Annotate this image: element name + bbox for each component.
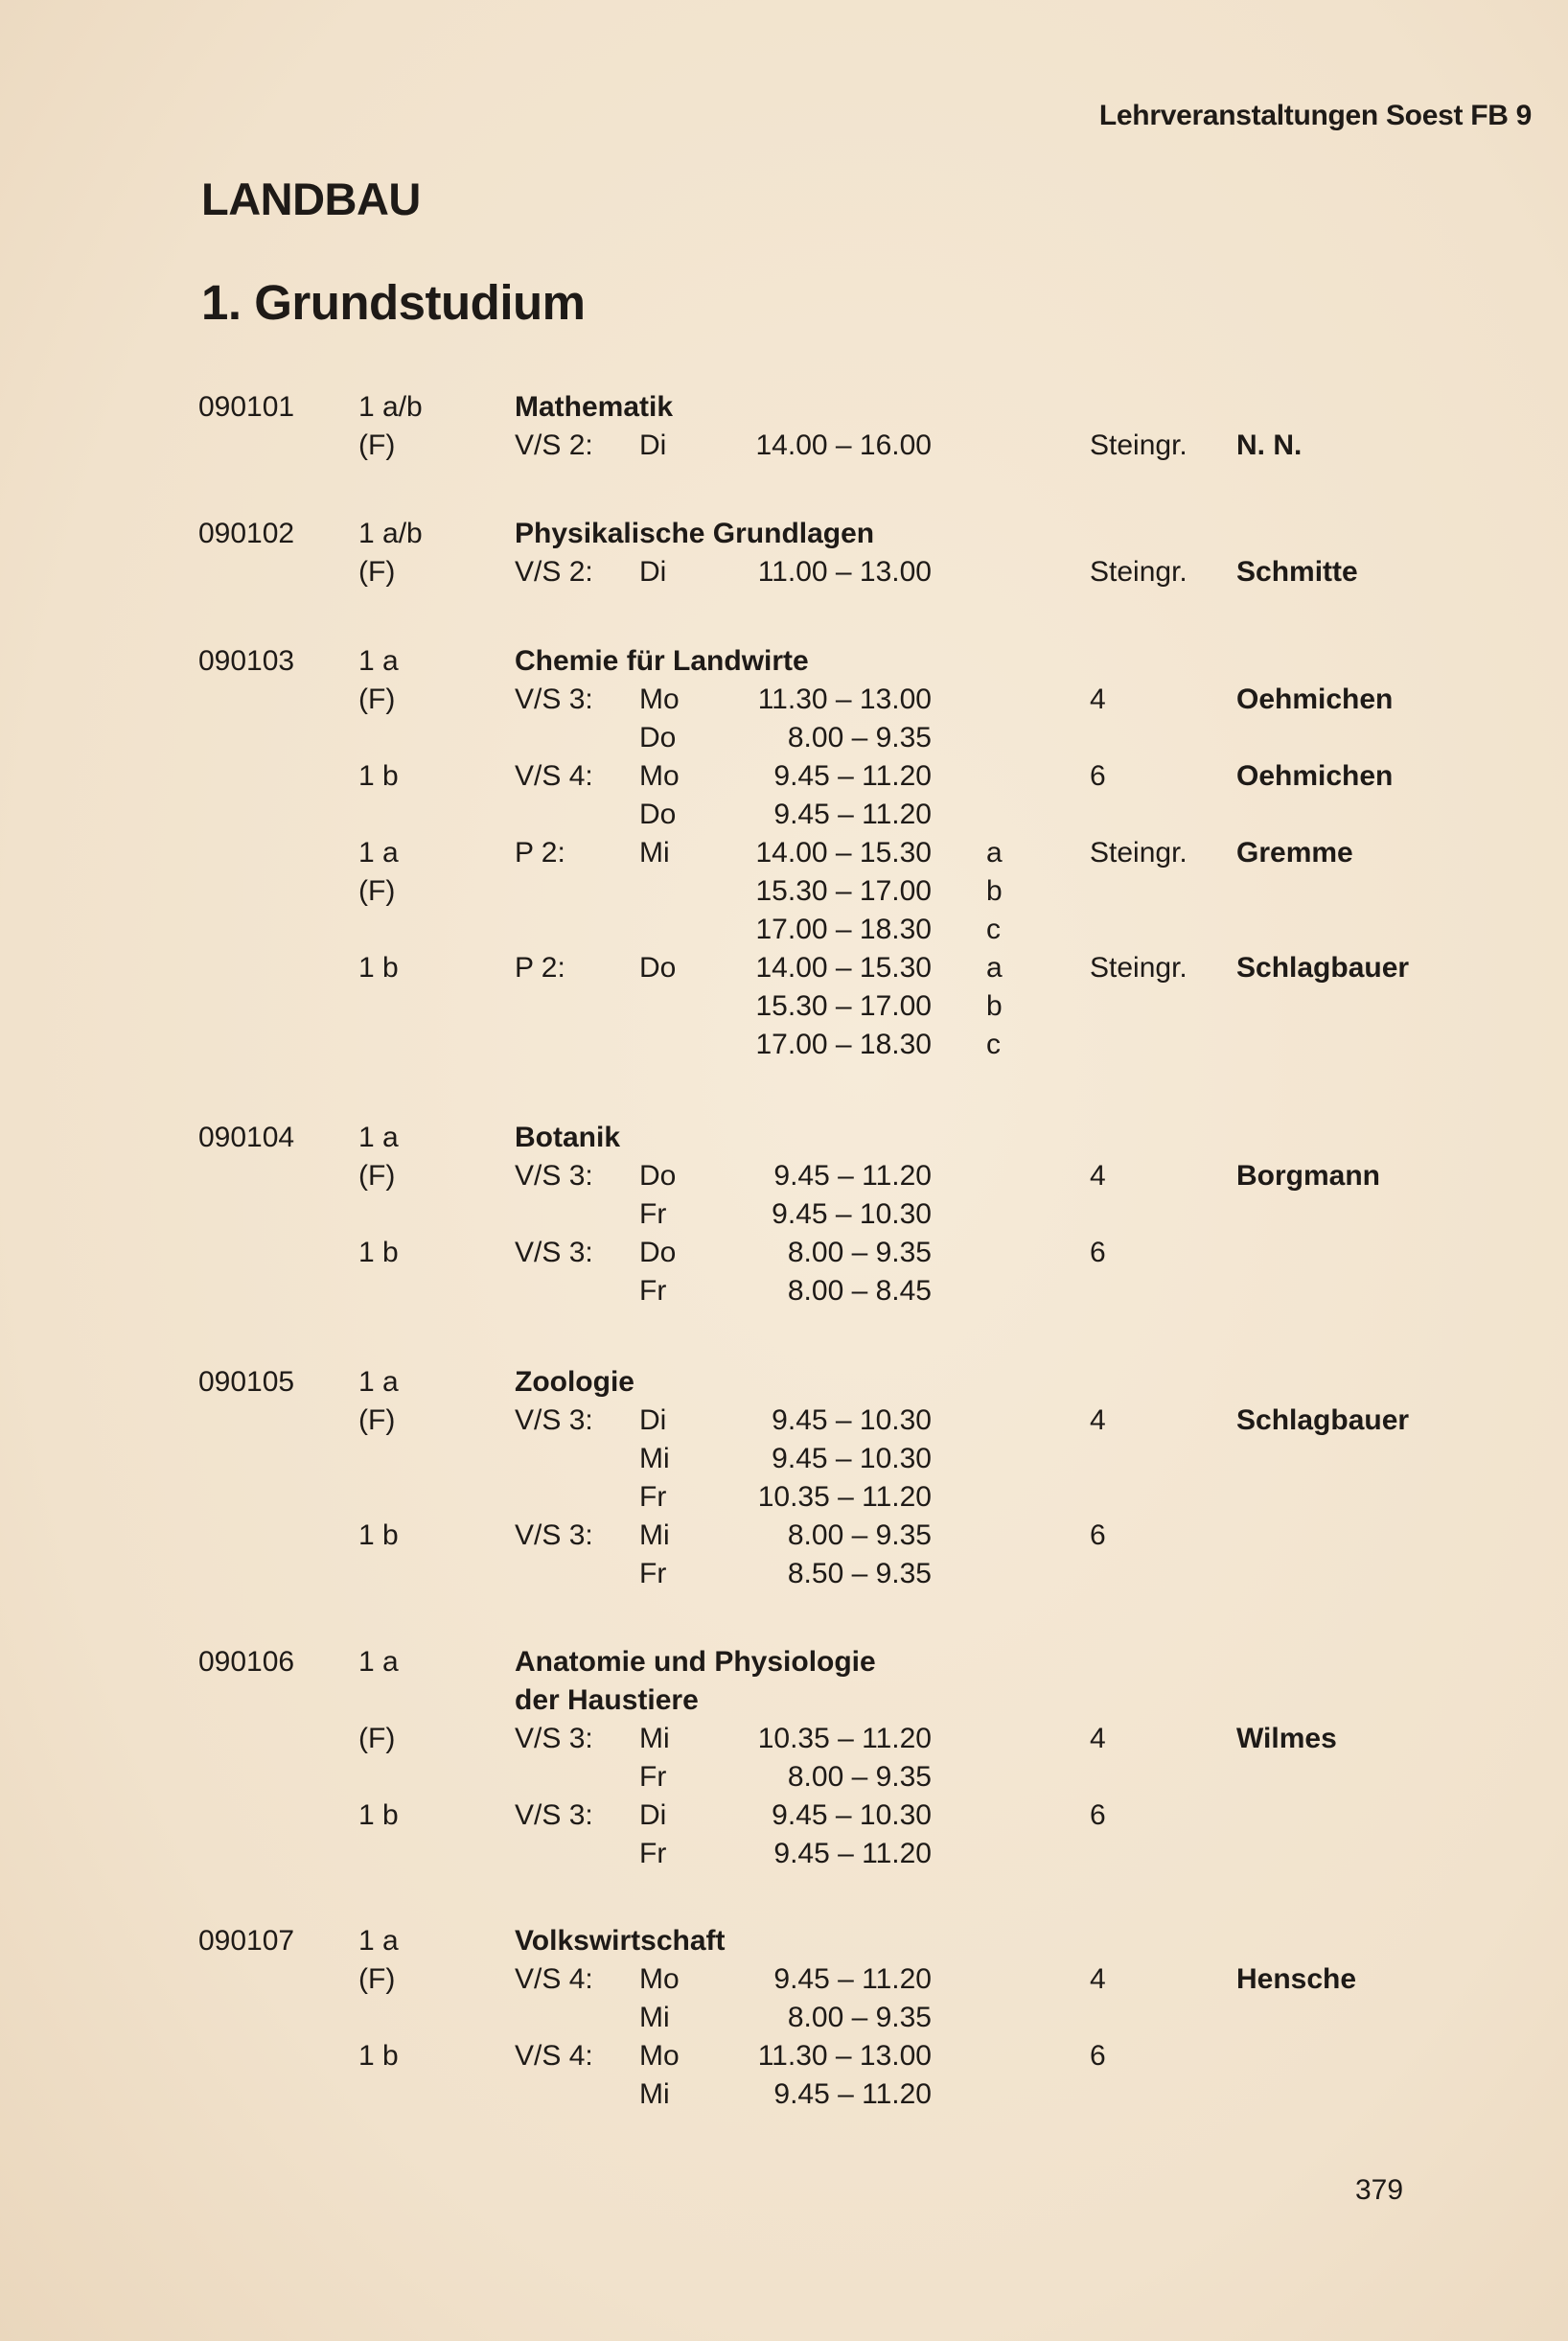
weekday-cell: Fr [639, 1198, 667, 1230]
weekday-cell: Do [639, 952, 677, 984]
time-cell: 11.30 – 13.00 [757, 684, 932, 715]
time-cell: 9.45 – 11.20 [773, 1963, 932, 1995]
time-cell: 15.30 – 17.00 [755, 990, 932, 1022]
time-cell: 9.45 – 10.30 [772, 1404, 932, 1436]
semester-cell: (F) [358, 1404, 396, 1436]
room-cell: 6 [1090, 2040, 1106, 2072]
schedule-row [0, 1555, 1568, 1593]
weekday-cell: Mi [639, 2078, 670, 2110]
course-type-cell: V/S 3: [515, 1723, 593, 1754]
semester-cell: (F) [358, 556, 396, 588]
time-cell: 8.00 – 9.35 [787, 722, 932, 753]
course-block [0, 1119, 1568, 1310]
course-type-cell: V/S 2: [515, 556, 593, 588]
schedule-row [0, 681, 1568, 719]
course-block [0, 1363, 1568, 1593]
semester-cell: (F) [358, 875, 396, 907]
semester-cell: 1 b [358, 1519, 399, 1551]
lecturer-cell: Schlagbauer [1236, 952, 1410, 984]
course-title: Physikalische Grundlagen [515, 518, 875, 549]
schedule-row [0, 834, 1568, 872]
schedule-row [0, 1835, 1568, 1873]
schedule-row [0, 911, 1568, 949]
course-title: der Haustiere [515, 1684, 699, 1716]
weekday-cell: Do [639, 1237, 677, 1268]
course-code: 090107 [198, 1925, 295, 1957]
schedule-row [0, 1440, 1568, 1478]
semester-cell: 1 a [358, 1646, 399, 1678]
time-cell: 8.50 – 9.35 [787, 1558, 932, 1589]
weekday-cell: Di [639, 1799, 667, 1831]
semester-cell: 1 a [358, 837, 399, 869]
weekday-cell: Do [639, 799, 677, 830]
course-code: 090105 [198, 1366, 295, 1398]
schedule-row [0, 1643, 1568, 1681]
course-code: 090104 [198, 1122, 295, 1153]
room-cell: 4 [1090, 1404, 1106, 1436]
weekday-cell: Mo [639, 2040, 680, 2072]
course-code: 090106 [198, 1646, 295, 1678]
schedule-row [0, 388, 1568, 427]
course-title: Volkswirtschaft [515, 1925, 726, 1957]
weekday-cell: Do [639, 722, 677, 753]
room-cell: 6 [1090, 760, 1106, 792]
schedule-row [0, 2075, 1568, 2114]
group-cell: b [986, 875, 1003, 907]
semester-cell: (F) [358, 1160, 396, 1192]
course-code: 090101 [198, 391, 295, 423]
time-cell: 9.45 – 11.20 [773, 1838, 932, 1869]
lecturer-cell: Gremme [1236, 837, 1353, 869]
course-title: Chemie für Landwirte [515, 645, 809, 677]
schedule-row [0, 1363, 1568, 1402]
schedule-row [0, 796, 1568, 834]
group-cell: a [986, 952, 1003, 984]
course-type-cell: P 2: [515, 952, 565, 984]
schedule-row [0, 427, 1568, 465]
time-cell: 9.45 – 10.30 [772, 1799, 932, 1831]
weekday-cell: Mi [639, 2002, 670, 2033]
weekday-cell: Mo [639, 760, 680, 792]
room-cell: 6 [1090, 1799, 1106, 1831]
course-type-cell: V/S 3: [515, 1404, 593, 1436]
time-cell: 8.00 – 9.35 [787, 1237, 932, 1268]
time-cell: 8.00 – 9.35 [787, 1761, 932, 1793]
schedule-row [0, 1681, 1568, 1720]
schedule-row [0, 1922, 1568, 1960]
time-cell: 9.45 – 11.20 [773, 760, 932, 792]
schedule-row [0, 1960, 1568, 1999]
course-title: Zoologie [515, 1366, 634, 1398]
group-cell: b [986, 990, 1003, 1022]
schedule-row [0, 1758, 1568, 1796]
lecturer-cell: Wilmes [1236, 1723, 1337, 1754]
time-cell: 17.00 – 18.30 [755, 1029, 932, 1060]
weekday-cell: Mi [639, 837, 670, 869]
room-cell: 4 [1090, 1160, 1106, 1192]
course-title: Mathematik [515, 391, 674, 423]
group-cell: a [986, 837, 1003, 869]
room-cell: Steingr. [1090, 952, 1188, 984]
course-block [0, 388, 1568, 465]
weekday-cell: Mo [639, 684, 680, 715]
time-cell: 14.00 – 15.30 [755, 837, 932, 869]
schedule-row [0, 515, 1568, 553]
course-type-cell: V/S 3: [515, 1519, 593, 1551]
schedule-row [0, 1234, 1568, 1272]
weekday-cell: Do [639, 1160, 677, 1192]
course-title: Anatomie und Physiologie [515, 1646, 876, 1678]
time-cell: 10.35 – 11.20 [757, 1723, 932, 1754]
time-cell: 14.00 – 15.30 [755, 952, 932, 984]
semester-cell: 1 b [358, 1799, 399, 1831]
room-cell: 4 [1090, 1723, 1106, 1754]
semester-cell: (F) [358, 684, 396, 715]
time-cell: 9.45 – 10.30 [772, 1198, 932, 1230]
schedule-row [0, 1157, 1568, 1195]
lecturer-cell: Hensche [1236, 1963, 1357, 1995]
running-head: Lehrveranstaltungen Soest FB 9 [1098, 100, 1532, 131]
time-cell: 15.30 – 17.00 [755, 875, 932, 907]
course-block [0, 642, 1568, 1064]
room-cell: Steingr. [1090, 837, 1188, 869]
course-type-cell: V/S 3: [515, 1799, 593, 1831]
time-cell: 14.00 – 16.00 [755, 429, 932, 461]
schedule-row [0, 987, 1568, 1026]
semester-cell: (F) [358, 1723, 396, 1754]
weekday-cell: Di [639, 1404, 667, 1436]
time-cell: 9.45 – 11.20 [773, 1160, 932, 1192]
schedule-row [0, 1026, 1568, 1064]
course-type-cell: V/S 4: [515, 760, 593, 792]
weekday-cell: Fr [639, 1481, 667, 1513]
time-cell: 9.45 – 11.20 [773, 2078, 932, 2110]
schedule-row [0, 642, 1568, 681]
time-cell: 8.00 – 9.35 [787, 2002, 932, 2033]
semester-cell: 1 b [358, 760, 399, 792]
course-block [0, 1643, 1568, 1873]
semester-cell: 1 a [358, 1366, 399, 1398]
section-title: 1. Grundstudium [201, 275, 586, 330]
group-cell: c [986, 1029, 1001, 1060]
room-cell: Steingr. [1090, 429, 1188, 461]
schedule-row [0, 949, 1568, 987]
semester-cell: 1 a [358, 645, 399, 677]
schedule-row [0, 719, 1568, 757]
schedule-row [0, 1478, 1568, 1517]
weekday-cell: Fr [639, 1275, 667, 1307]
weekday-cell: Fr [639, 1761, 667, 1793]
schedule-row [0, 1720, 1568, 1758]
weekday-cell: Mo [639, 1963, 680, 1995]
page-number: 379 [1355, 2174, 1404, 2206]
lecturer-cell: Oehmichen [1236, 684, 1394, 715]
semester-cell: 1 a [358, 1122, 399, 1153]
room-cell: Steingr. [1090, 556, 1188, 588]
semester-cell: (F) [358, 1963, 396, 1995]
time-cell: 9.45 – 10.30 [772, 1443, 932, 1474]
schedule-row [0, 1119, 1568, 1157]
time-cell: 17.00 – 18.30 [755, 914, 932, 945]
schedule-row [0, 2037, 1568, 2075]
schedule-row [0, 757, 1568, 796]
time-cell: 11.00 – 13.00 [757, 556, 932, 588]
semester-cell: (F) [358, 429, 396, 461]
course-type-cell: V/S 3: [515, 1160, 593, 1192]
lecturer-cell: N. N. [1236, 429, 1303, 461]
schedule-row [0, 553, 1568, 591]
room-cell: 6 [1090, 1237, 1106, 1268]
room-cell: 4 [1090, 1963, 1106, 1995]
weekday-cell: Fr [639, 1838, 667, 1869]
course-type-cell: V/S 3: [515, 684, 593, 715]
lecturer-cell: Schlagbauer [1236, 1404, 1410, 1436]
semester-cell: 1 a/b [358, 391, 423, 423]
schedule-row [0, 1796, 1568, 1835]
schedule-row [0, 872, 1568, 911]
course-block [0, 1922, 1568, 2114]
course-type-cell: V/S 4: [515, 2040, 593, 2072]
weekday-cell: Mi [639, 1519, 670, 1551]
course-code: 090102 [198, 518, 295, 549]
course-type-cell: P 2: [515, 837, 565, 869]
weekday-cell: Mi [639, 1443, 670, 1474]
lecturer-cell: Schmitte [1236, 556, 1358, 588]
room-cell: 6 [1090, 1519, 1106, 1551]
schedule-row [0, 1272, 1568, 1310]
semester-cell: 1 b [358, 952, 399, 984]
schedule-row [0, 1999, 1568, 2037]
time-cell: 8.00 – 9.35 [787, 1519, 932, 1551]
course-title: Botanik [515, 1122, 621, 1153]
weekday-cell: Di [639, 429, 667, 461]
department-heading: LANDBAU [201, 174, 421, 224]
semester-cell: 1 a/b [358, 518, 423, 549]
time-cell: 10.35 – 11.20 [757, 1481, 932, 1513]
group-cell: c [986, 914, 1001, 945]
course-type-cell: V/S 3: [515, 1237, 593, 1268]
time-cell: 8.00 – 8.45 [787, 1275, 932, 1307]
course-code: 090103 [198, 645, 295, 677]
course-block [0, 515, 1568, 591]
semester-cell: 1 b [358, 2040, 399, 2072]
lecturer-cell: Borgmann [1236, 1160, 1380, 1192]
schedule-row [0, 1402, 1568, 1440]
course-type-cell: V/S 2: [515, 429, 593, 461]
weekday-cell: Di [639, 556, 667, 588]
semester-cell: 1 b [358, 1237, 399, 1268]
schedule-row [0, 1517, 1568, 1555]
weekday-cell: Mi [639, 1723, 670, 1754]
semester-cell: 1 a [358, 1925, 399, 1957]
time-cell: 11.30 – 13.00 [757, 2040, 932, 2072]
course-type-cell: V/S 4: [515, 1963, 593, 1995]
weekday-cell: Fr [639, 1558, 667, 1589]
room-cell: 4 [1090, 684, 1106, 715]
time-cell: 9.45 – 11.20 [773, 799, 932, 830]
lecturer-cell: Oehmichen [1236, 760, 1394, 792]
schedule-row [0, 1195, 1568, 1234]
